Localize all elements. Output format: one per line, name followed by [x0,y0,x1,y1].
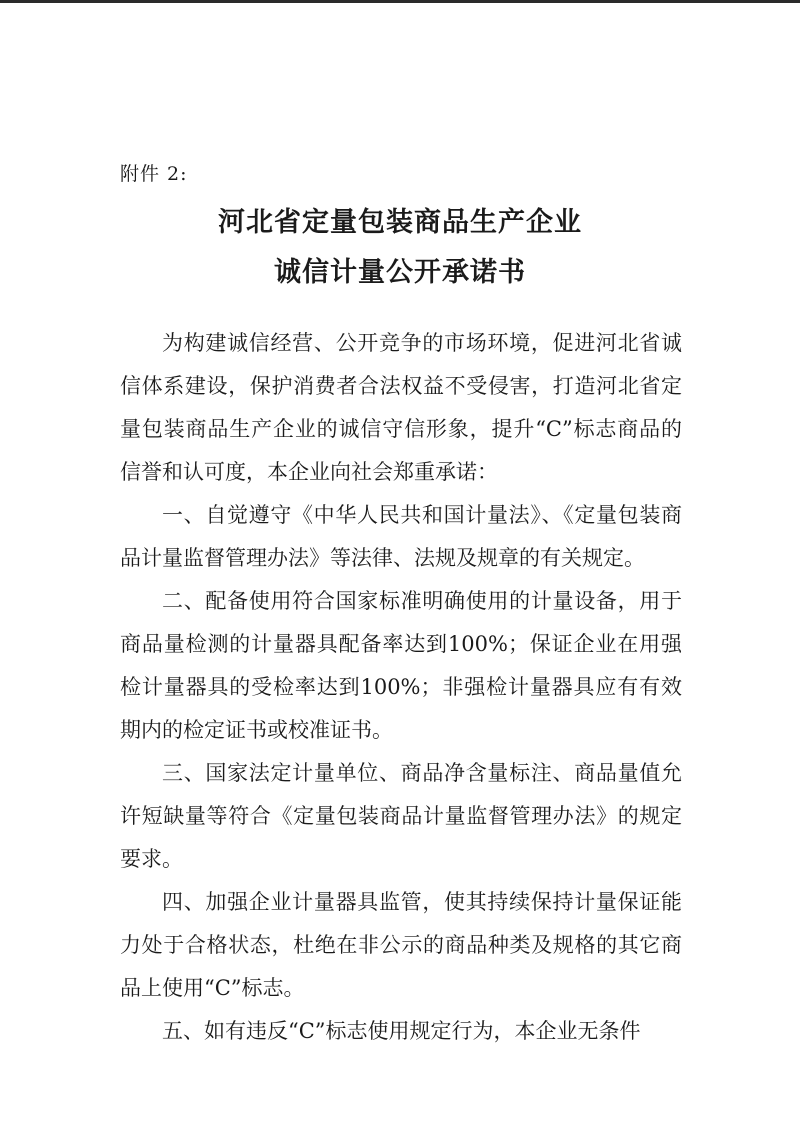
document-title-line-1: 河北省定量包装商品生产企业 [218,207,582,238]
paragraph-item-3: 三、国家法定计量单位、商品净含量标注、商品量值允许短缺量等符合《定量包装商品计量监督管理办法》的规定要求。 [120,761,682,871]
paragraph-intro: 为构建诚信经营、公开竞争的市场环境，促进河北省诚信体系建设，保护消费者合法权益不受侵害，打造河北省定量包装商品生产企业的诚信守信形象，提升“C”标志商品的信誉和认可度，本企业向社会郑重承诺： [120,331,682,484]
document-body [120,322,682,1053]
paragraph-item-2: 二、配备使用符合国家标准明确使用的计量设备，用于商品量检测的计量器具配备率达到100%；保证企业在用强检计量器具的受检率达到100%；非强检计量器具应有有效期内的检定证书或校准证书。 [120,589,682,742]
paragraph-item-1: 一、自觉遵守《中华人民共和国计量法》、《定量包装商品计量监督管理办法》等法律、法规及规章的有关规定。 [120,503,682,570]
attachment-label: 附件 2: [120,163,188,185]
document-title-line-2: 诚信计量公开承诺书 [274,257,526,288]
paragraph-item-4: 四、加强企业计量器具监管，使其持续保持计量保证能力处于合格状态，杜绝在非公示的商品种类及规格的其它商品上使用“C”标志。 [120,890,682,1000]
paragraph-item-5: 五、如有违反“C”标志使用规定行为，本企业无条件 [162,1019,641,1043]
